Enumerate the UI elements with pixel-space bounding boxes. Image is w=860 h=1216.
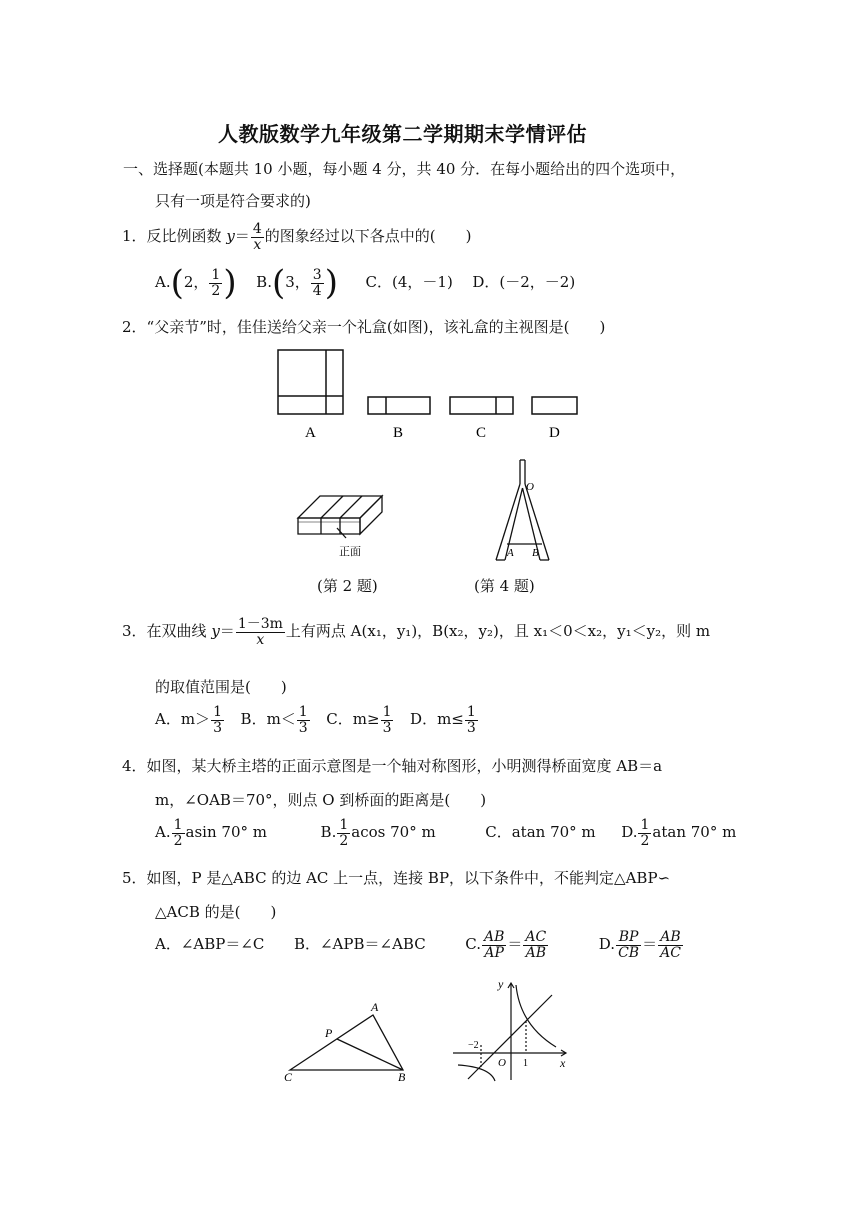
question-4-line1: 4．如图，某大桥主塔的正面示意图是一个轴对称图形，小明测得桥面宽度 AB＝a <box>122 757 663 775</box>
q2-figure-a <box>278 350 343 414</box>
graph-y-label: y <box>498 977 504 991</box>
question-3-stem-line2: 的取值范围是( ) <box>155 678 287 696</box>
tower-label-a: A <box>507 547 514 559</box>
q4-option-c: C．atan 70° m <box>485 823 596 842</box>
q2-label-b: B <box>393 425 404 441</box>
q3-option-b: B．m＜ $\frac{1}{3}$ <box>240 704 308 736</box>
q1-option-d: D．(－2，－2) <box>472 273 576 291</box>
q1-eq: ＝ <box>234 227 250 246</box>
q2-option-figures <box>0 340 860 440</box>
q1-frac-num: 4 <box>252 221 262 237</box>
q4-option-d: D. $\frac{1}{2}$ atan 70° m <box>621 817 737 849</box>
q1-option-a: A.(2， $\frac{1}{2}$ ) <box>155 263 237 303</box>
triangle-figure <box>280 995 420 1085</box>
q1-option-b: B.(3， $\frac{3}{4}$ ) <box>256 263 338 303</box>
gift-box-figure <box>290 490 410 570</box>
graph-x-label: x <box>560 1056 566 1070</box>
q1-fraction <box>251 222 264 252</box>
q3-option-d: D．m≤ $\frac{1}{3}$ <box>410 704 476 736</box>
q2-figure-b <box>368 397 430 414</box>
graph-tick-1: 1 <box>523 1058 528 1069</box>
question-2-stem: 2．“父亲节”时，佳佳送给父亲一个礼盒(如图)，该礼盒的主视图是( ) <box>122 318 606 336</box>
question-3-stem: 3．在双曲线 y＝ $\frac{1-3m}{x}$ 上有两点 A(x₁，y₁)，B(x₂，y₂)，且 x₁＜0＜x₂，y₁＜y₂，则 m <box>122 616 711 648</box>
q5-option-b: B．∠APB＝∠ABC <box>293 935 426 954</box>
tower-label-o: O <box>526 481 534 493</box>
section-header-line1: 一、选择题(本题共 10 小题，每小题 4 分，共 40 分．在每小题给出的四个选项中， <box>123 160 686 178</box>
graph-tick-neg2: −2 <box>468 1040 479 1051</box>
hyperbola-left <box>458 1065 495 1081</box>
q5-option-d: D. $\frac{BP}{CB}$ ＝ $\frac{AB}{AC}$ <box>598 929 681 961</box>
section-header-line2: 只有一项是符合要求的) <box>155 192 311 210</box>
gift-box-front-label: 正面 <box>339 546 361 558</box>
q3-fraction: $\frac{1-3m}{x}$ <box>237 616 283 648</box>
bridge-tower-figure <box>490 458 570 568</box>
graph-origin-label: O <box>498 1057 506 1069</box>
q5-option-a: A．∠ABP＝∠C <box>155 935 265 954</box>
q5-option-c: C. $\frac{AB}{AP}$ ＝ $\frac{AC}{AB}$ <box>465 929 547 961</box>
tower-label-b: B <box>532 547 539 559</box>
q2-figure-d <box>532 397 577 414</box>
hyperbola-right <box>516 985 556 1047</box>
q2-figure-c <box>450 397 513 414</box>
figure-caption-q2: (第 2 题) <box>317 577 378 595</box>
page-title: 人教版数学九年级第二学期期末学情评估 <box>218 122 587 146</box>
triangle-label-a: A <box>371 1000 379 1014</box>
q1-stem-prefix: 1．反比例函数 <box>122 227 227 246</box>
triangle-label-c: C <box>284 1070 293 1084</box>
q3-option-c: C．m≥ $\frac{1}{3}$ <box>326 704 392 736</box>
figure-caption-q4: (第 4 题) <box>474 577 535 595</box>
question-4-options <box>155 818 736 848</box>
q1-stem-suffix: 的图象经过以下各点中的( ) <box>264 227 472 246</box>
question-3-options <box>155 705 479 735</box>
q4-option-a: A. $\frac{1}{2}$ asin 70° m <box>155 817 267 849</box>
q4-option-b: B. $\frac{1}{2}$ acos 70° m <box>320 817 436 849</box>
question-4-line2: m，∠OAB＝70°，则点 O 到桥面的距离是( ) <box>155 791 487 809</box>
triangle-label-b: B <box>398 1070 406 1084</box>
q1-var-y: y <box>226 227 235 246</box>
question-5-line1: 5．如图，P 是△ABC 的边 AC 上一点，连接 BP，以下条件中，不能判定△ABP∽ <box>122 869 671 887</box>
q1-frac-den: x <box>253 236 262 253</box>
q2-label-a: A <box>305 425 316 441</box>
q2-label-d: D <box>549 425 560 441</box>
triangle-label-p: P <box>325 1026 333 1040</box>
q1-option-c: C．(4，－1) <box>365 273 453 291</box>
question-1-options <box>155 263 576 303</box>
question-1-stem <box>122 222 471 252</box>
question-5-line2: △ACB 的是( ) <box>155 903 277 921</box>
q3-option-a: A．m＞ $\frac{1}{3}$ <box>155 704 222 736</box>
function-graph <box>448 975 578 1085</box>
q2-label-c: C <box>476 425 487 441</box>
question-5-options <box>155 930 684 960</box>
